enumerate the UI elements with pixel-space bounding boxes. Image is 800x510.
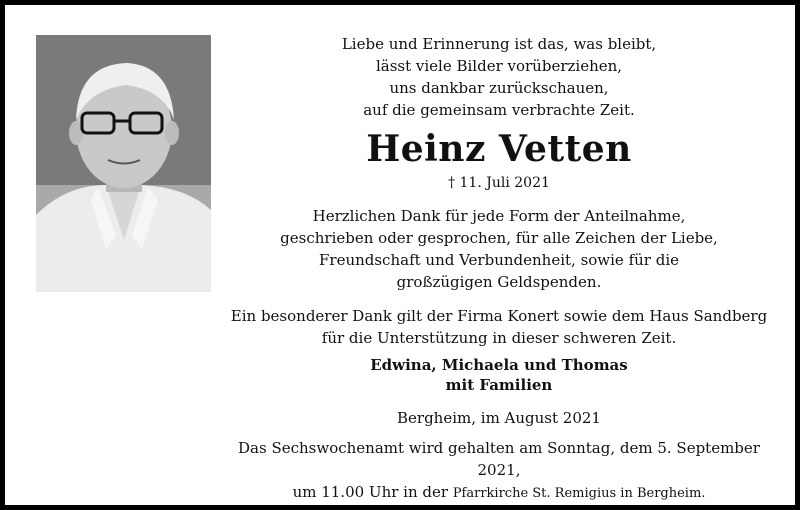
thanks-line: Freundschaft und Verbundenheit, sowie für die	[318, 251, 680, 269]
service-line: um 11.00 Uhr in der	[292, 483, 453, 501]
place-date: Bergheim, im August 2021	[397, 409, 601, 427]
service-notice	[215, 437, 783, 505]
verse	[215, 33, 783, 121]
deceased-name: Heinz Vetten	[366, 128, 632, 170]
service-church: Pfarrkirche St. Remigius in Bergheim.	[452, 486, 706, 501]
verse-line: auf die gemeinsam verbrachte Zeit.	[363, 101, 635, 119]
thanks-paragraph	[215, 205, 783, 293]
signature-line: Edwina, Michaela und Thomas	[370, 356, 628, 374]
portrait-photo	[36, 35, 211, 292]
signature	[215, 355, 783, 395]
service-line: Das Sechswochenamt wird gehalten am Sonntag, dem 5. September 2021,	[238, 439, 760, 479]
thanks-line: geschrieben oder gesprochen, für alle Zeichen der Liebe,	[280, 229, 718, 247]
verse-line: Liebe und Erinnerung ist das, was bleibt,	[341, 35, 657, 53]
signature-line: mit Familien	[445, 376, 553, 394]
special-thanks-paragraph	[215, 305, 783, 349]
special-thanks-line: Ein besonderer Dank gilt der Firma Konert sowie dem Haus Sandberg	[230, 307, 768, 325]
death-date: † 11. Juli 2021	[448, 175, 550, 191]
verse-line: uns dankbar zurückschauen,	[389, 79, 609, 97]
thanks-line: großzügigen Geldspenden.	[396, 273, 602, 291]
obituary-card	[5, 5, 795, 505]
verse-line: lässt viele Bilder vorüberziehen,	[375, 57, 623, 75]
thanks-line: Herzlichen Dank für jede Form der Anteilnahme,	[312, 207, 686, 225]
obituary-text	[215, 33, 783, 505]
special-thanks-line: für die Unterstützung in dieser schweren Zeit.	[321, 329, 677, 347]
portrait-illustration	[36, 35, 211, 292]
